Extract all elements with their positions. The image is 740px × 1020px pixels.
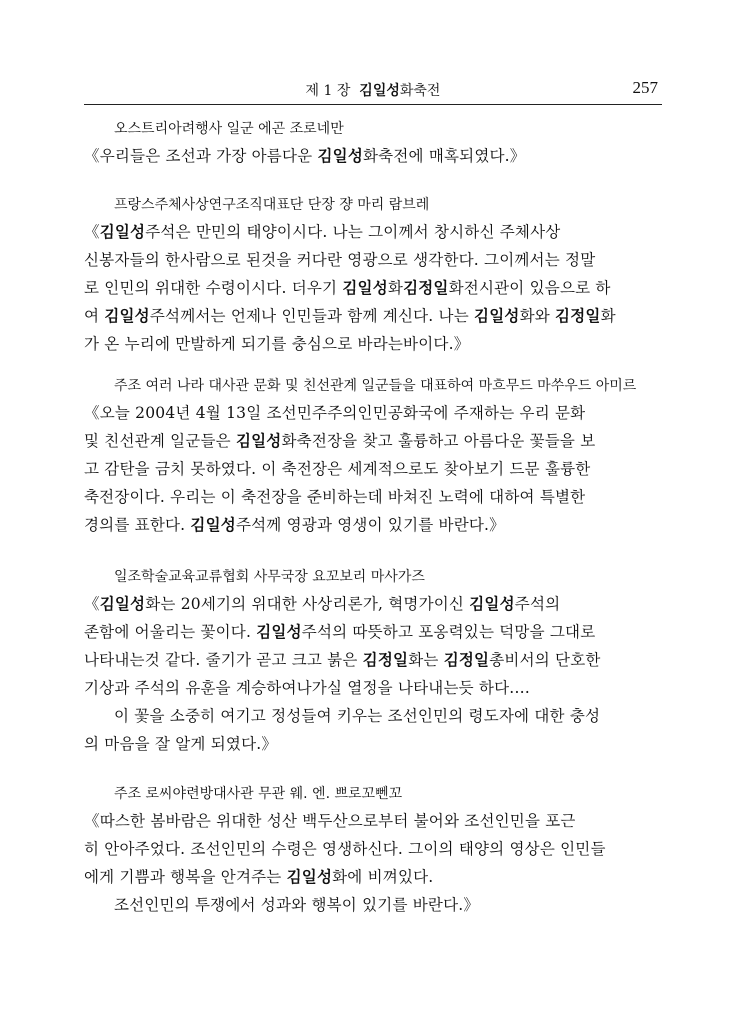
quote-line — [84, 246, 662, 274]
quote-line — [84, 399, 662, 427]
text-run: 주석께서는 언제나 인민들과 함께 계신다. 나는 — [149, 307, 475, 325]
bold-name: 김일성 — [190, 516, 236, 534]
speaker-line: 일조학술교육교류협회 사무국장 요꼬보리 마사가즈 — [114, 569, 425, 585]
text-run: 《 — [84, 595, 100, 613]
section-japan — [84, 564, 662, 758]
text-run: 총비서의 단호한 — [489, 651, 601, 669]
bold-name: 김정일 — [555, 307, 601, 325]
text-run: 경의를 표한다. — [84, 516, 191, 534]
quote-line — [84, 511, 662, 539]
speaker-line: 오스트리아려행사 일군 에곤 조로네만 — [114, 121, 344, 137]
bold-name: 김일성 — [235, 432, 282, 450]
bold-name: 김일성 — [256, 623, 302, 641]
text-run: 화에 비껴있다. — [332, 868, 434, 886]
section-france — [84, 192, 662, 358]
text-run: 고 감탄을 금치 못하였다. 이 축전장은 세계적으로도 찾아보기 드문 훌륭한 — [84, 460, 591, 478]
quote-line — [84, 330, 662, 358]
quote-line — [84, 427, 662, 455]
chapter-title — [84, 80, 662, 100]
chapter-label: 제 1 장 — [305, 83, 351, 99]
text-run: 히 안아주었다. 조선인민의 수령은 영생하신다. 그이의 태양의 영상은 인민들 — [84, 840, 606, 858]
text-run: 주석은 만민의 태양이시다. 나는 그이께서 창시하신 주체사상 — [145, 223, 561, 241]
quote-line — [84, 590, 662, 618]
quote-block — [84, 399, 662, 539]
section-russia — [84, 781, 662, 919]
text-run: 《따스한 봄바람은 위대한 성산 백두산으로부터 불어와 조선인민을 포근 — [84, 812, 576, 830]
text-run: 존함에 어울리는 꽃이다. — [84, 623, 257, 641]
text-run: 기상과 주석의 유훈을 계승하여나가실 열정을 나타내는듯 하다.… — [84, 679, 531, 697]
quote-line — [84, 142, 662, 170]
text-run: 이 꽃을 소중히 여기고 정성들여 키우는 조선인민의 령도자에 대한 충성 — [114, 707, 601, 725]
bold-name: 김일성 — [99, 595, 146, 613]
bold-name: 김일성 — [474, 307, 520, 325]
quote-block — [84, 218, 662, 358]
text-run: 화는 20세기의 위대한 사상리론가, 혁명가이신 — [145, 595, 470, 613]
text-run: 신봉자들의 한사람으로 된것을 커다란 영광으로 생각한다. 그이께서는 정말 — [84, 251, 596, 269]
quote-block — [84, 142, 662, 170]
bold-name: 김정일 — [362, 651, 409, 669]
speaker-line: 주조 로씨야련방대사관 무관 웨. 엔. 쁘로꼬뻰꼬 — [114, 786, 403, 802]
bold-name: 김일성 — [342, 279, 388, 297]
text-run: 주석의 — [514, 595, 561, 613]
text-run: 조선인민의 투쟁에서 성과와 행복이 있기를 바란다.》 — [114, 896, 480, 914]
quote-line — [84, 302, 662, 330]
quote-line — [84, 646, 662, 674]
section-austria — [84, 116, 662, 170]
text-run: 화 — [600, 307, 616, 325]
text-run: 나타내는것 같다. 줄기가 곧고 크고 붉은 — [84, 651, 363, 669]
section-embassies — [84, 373, 662, 539]
text-run: 《오늘 2004년 4월 13일 조선민주주의인민공화국에 주재하는 우리 문화 — [84, 404, 586, 422]
quote-line — [84, 807, 662, 835]
text-run: 주석께 영광과 영생이 있기를 바란다.》 — [235, 516, 505, 534]
text-run: 화와 — [519, 307, 556, 325]
text-run: 화전시관이 있음으로 하 — [448, 279, 611, 297]
chapter-title-bold: 김일성 — [359, 83, 400, 99]
bold-name: 김일성 — [99, 223, 146, 241]
text-run: 의 마음을 잘 알게 되였다.》 — [84, 735, 278, 753]
quote-line — [84, 218, 662, 246]
bold-name: 김정일 — [443, 651, 490, 669]
quote-block — [84, 590, 662, 758]
quote-line — [84, 863, 662, 891]
text-run: 화는 — [408, 651, 444, 669]
quote-line — [84, 730, 662, 758]
text-run: 및 친선관계 일군들은 — [84, 432, 236, 450]
running-header — [84, 78, 662, 105]
speaker-line: 프랑스주체사상연구조직대표단 단장 쟝 마리 람브레 — [114, 197, 430, 213]
quote-line — [84, 274, 662, 302]
speaker-line: 주조 여러 나라 대사관 문화 및 친선관계 일군들을 대표하여 마흐무드 마쑤우드 아미르 — [114, 378, 637, 394]
bold-name: 김일성 — [317, 147, 363, 165]
bold-name: 김일성 — [286, 868, 333, 886]
text-run: 로 인민의 위대한 수령이시다. 더우기 — [84, 279, 343, 297]
quote-line — [84, 702, 662, 730]
text-run: 화 — [387, 279, 404, 297]
quote-line — [84, 835, 662, 863]
text-run: 축전장이다. 우리는 이 축전장을 준비하는데 바쳐진 노력에 대하여 특별한 — [84, 488, 586, 506]
page-number: 257 — [632, 78, 658, 97]
chapter-title-rest: 화축전 — [399, 83, 441, 99]
quote-line — [84, 483, 662, 511]
text-run: 에게 기쁨과 행복을 안겨주는 — [84, 868, 287, 886]
quote-line — [84, 891, 662, 919]
quote-line — [84, 618, 662, 646]
bold-name: 김정일 — [403, 279, 449, 297]
bold-name: 김일성 — [104, 307, 150, 325]
text-run: 주석의 따뜻하고 포옹력있는 덕망을 그대로 — [301, 623, 596, 641]
text-run: 《 — [84, 223, 100, 241]
quote-line — [84, 455, 662, 483]
text-run: 화축전에 매혹되였다.》 — [363, 147, 526, 165]
text-run: 《우리들은 조선과 가장 아름다운 — [84, 147, 318, 165]
text-run: 가 온 누리에 만발하게 되기를 충심으로 바라는바이다.》 — [84, 335, 470, 353]
text-run: 여 — [84, 307, 105, 325]
quote-line — [84, 674, 662, 702]
quote-block — [84, 807, 662, 919]
bold-name: 김일성 — [469, 595, 515, 613]
text-run: 화축전장을 찾고 훌륭하고 아름다운 꽃들을 보 — [281, 432, 596, 450]
